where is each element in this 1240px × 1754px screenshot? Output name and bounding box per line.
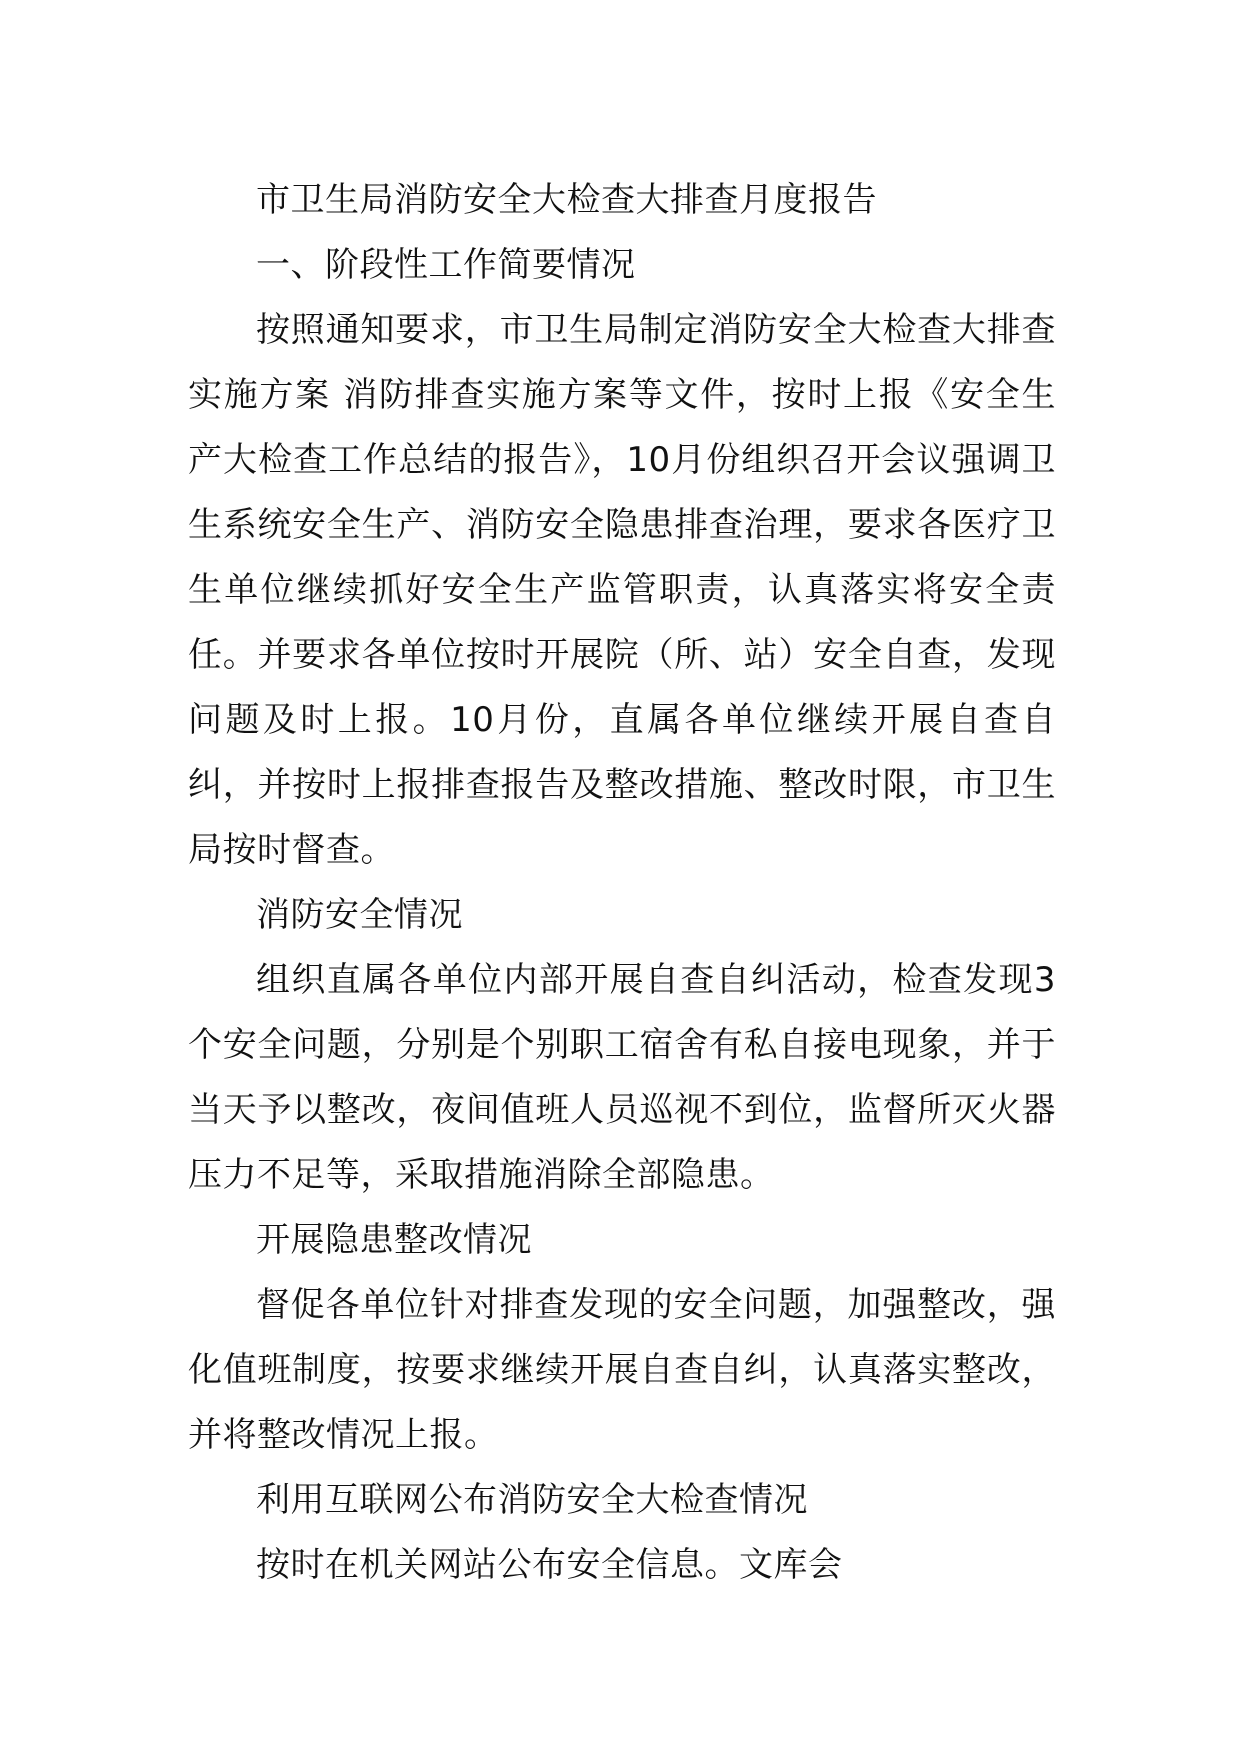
paragraph: 组织直属各单位内部开展自查自纠活动，检查发现3个安全问题，分别是个别职工宿舍有私自接电现象，并于当天予以整改，夜间值班人员巡视不到位，监督所灭火器压力不足等，采取措施消除全部隐患。 [188, 960, 1056, 1195]
paragraph: 按时在机关网站公布安全信息。文库会 [256, 1545, 843, 1585]
section-heading: 开展隐患整改情况 [256, 1220, 532, 1260]
document-body [188, 168, 1056, 1598]
section-heading: 一、阶段性工作简要情况 [256, 245, 636, 285]
section-heading: 消防安全情况 [256, 895, 463, 935]
paragraph: 督促各单位针对排查发现的安全问题，加强整改，强化值班制度，按要求继续开展自查自纠，认真落实整改，并将整改情况上报。 [188, 1285, 1056, 1455]
section-heading: 利用互联网公布消防安全大检查情况 [256, 1480, 808, 1520]
document-title: 市卫生局消防安全大检查大排查月度报告 [256, 180, 877, 220]
paragraph: 按照通知要求，市卫生局制定消防安全大检查大排查实施方案 消防排查实施方案等文件，按时上报《安全生产大检查工作总结的报告》，10月份组织召开会议强调卫生系统安全生产、消防安全隐患排查治理，要求各医疗卫生单位继续抓好安全生产监管职责，认真落实将安全责任。并要求各单位按时开展院（所、站）安全自查，发现问题及时上报。10月份，直属各单位继续开展自查自纠，并按时上报排查报告及整改措施、整改时限，市卫生局按时督查。 [188, 310, 1056, 870]
